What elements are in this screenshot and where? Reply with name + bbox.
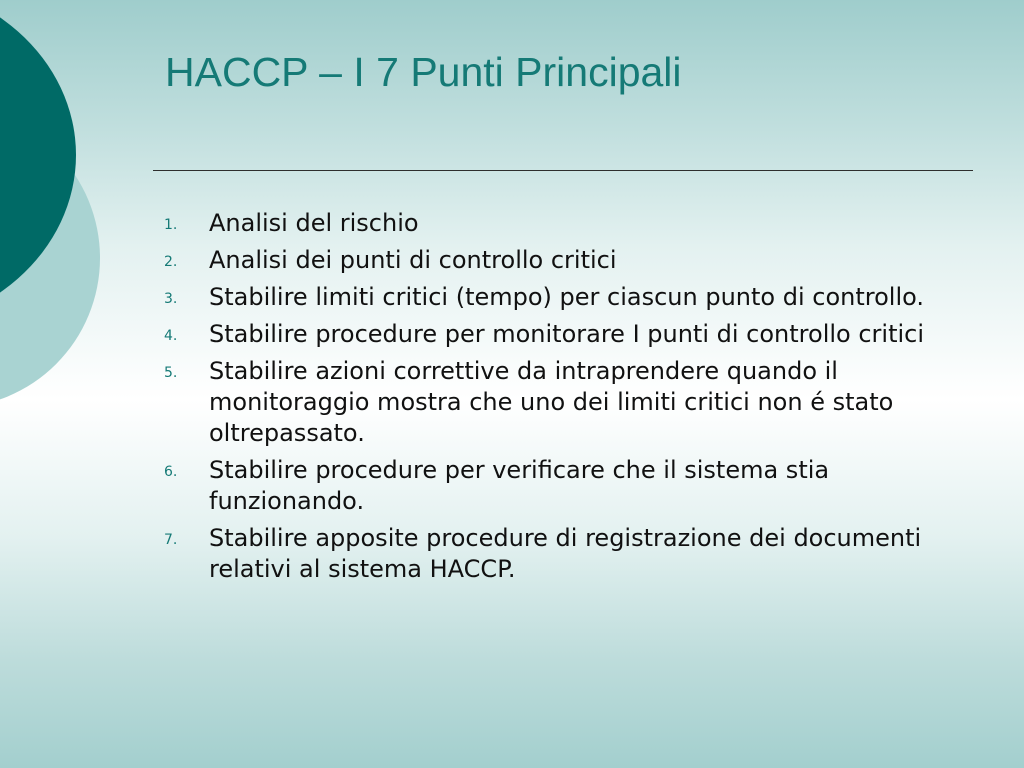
list-item-text: Analisi del rischio — [209, 209, 419, 237]
list-item-text: Stabilire azioni correttive da intraprendere quando il monitoraggio mostra che uno dei limiti critici non é stato oltrepassato. — [209, 357, 894, 447]
list-item — [160, 208, 970, 239]
list-item-number: 5. — [164, 365, 178, 381]
slide-title: HACCP – I 7 Punti Principali — [165, 49, 682, 95]
list-item-number: 4. — [164, 328, 178, 344]
list-item-text: Stabilire procedure per monitorare I punti di controllo critici — [209, 320, 925, 348]
list-item — [160, 523, 970, 585]
list-item-text: Stabilire apposite procedure di registrazione dei documenti relativi al sistema HACCP. — [209, 524, 922, 583]
list-item — [160, 282, 970, 313]
list-item-number: 3. — [164, 291, 178, 307]
list-item-number: 7. — [164, 532, 178, 548]
list-item-number: 2. — [164, 254, 178, 270]
list-item-number: 6. — [164, 464, 178, 480]
principles-list — [160, 208, 970, 591]
list-item-text: Analisi dei punti di controllo critici — [209, 246, 617, 274]
list-item-number: 1. — [164, 217, 178, 233]
list-item-text: Stabilire procedure per verificare che il sistema stia funzionando. — [209, 456, 830, 515]
list-item — [160, 356, 970, 449]
title-divider — [153, 170, 973, 171]
list-item-text: Stabilire limiti critici (tempo) per ciascun punto di controllo. — [209, 283, 925, 311]
list-item — [160, 455, 970, 517]
list-item — [160, 245, 970, 276]
list-item — [160, 319, 970, 350]
